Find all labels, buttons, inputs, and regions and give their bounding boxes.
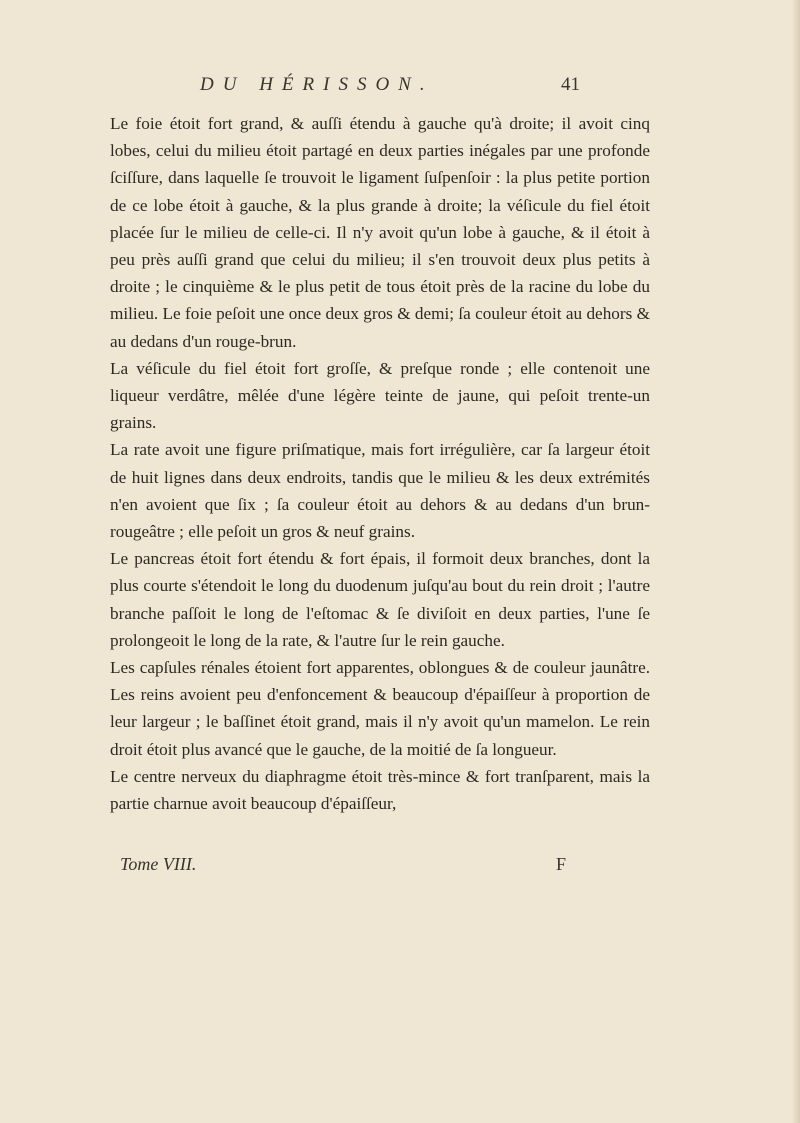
running-title: DU HÉRISSON. <box>200 74 434 95</box>
signature-mark: F <box>556 854 567 874</box>
running-head <box>200 74 580 104</box>
volume-label: Tome VIII. <box>120 854 197 874</box>
paragraph-diaphragm: Le centre nerveux du diaphragme étoit très-mince & fort tranſparent, mais la partie charnue avoit beaucoup d'épaiſſeur, <box>110 766 650 814</box>
paragraph-pancreas: Le pancreas étoit fort étendu & fort épais, il formoit deux branches, dont la plus courte s'étendoit le long du duodenum juſqu'au bout du rein droit ; l'autre branche paſſoit le long de l'eſtomac & ſe diviſoit en deux parties, l'une ſe prolongeoit le long de la rate, & l'autre ſur le rein gauche. <box>110 549 650 650</box>
page-number: 41 <box>561 74 580 95</box>
page-footer <box>120 854 620 880</box>
body-text <box>110 110 650 817</box>
paragraph-liver: Le foie étoit fort grand, & auſſi étendu à gauche qu'à droite; il avoit cinq lobes, celui du milieu étoit partagé en deux parties inégales par une profonde ſciſſure, dans laquelle ſe trouvoit le ligament ſuſpenſoir : la plus petite portion de ce lobe étoit à gauche, & la plus grande à droite; la véſicule du fiel étoit placée ſur le milieu de celle-ci. Il n'y avoit qu'un lobe à gauche, & il étoit à peu près auſſi grand que celui du milieu; il s'en trouvoit deux plus petits à droite ; le cinquième & le plus petit de tous étoit près de la racine du lobe du milieu. Le foie peſoit une once deux gros & demi; ſa couleur étoit au dehors & au dedans d'un rouge-brun. <box>110 114 650 351</box>
paragraph-kidneys: Les capſules rénales étoient fort apparentes, oblongues & de couleur jaunâtre. Les reins avoient peu d'enfoncement & beaucoup d'épaiſſeur à proportion de leur largeur ; le baſſinet étoit grand, mais il n'y avoit qu'un mamelon. Le rein droit étoit plus avancé que le gauche, de la moitié de ſa longueur. <box>110 658 650 759</box>
paragraph-gallbladder: La véſicule du fiel étoit fort groſſe, & preſque ronde ; elle contenoit une liqueur verdâtre, mêlée d'une légère teinte de jaune, qui peſoit trente-un grains. <box>110 358 650 433</box>
page-edge <box>792 0 800 1123</box>
paragraph-spleen: La rate avoit une figure priſmatique, mais fort irrégulière, car ſa largeur étoit de huit lignes dans deux endroits, tandis que le milieu & les deux extrémités n'en avoient que ſix ; ſa couleur étoit au dehors & au dedans d'un brun-rougeâtre ; elle peſoit un gros & neuf grains. <box>110 440 650 542</box>
